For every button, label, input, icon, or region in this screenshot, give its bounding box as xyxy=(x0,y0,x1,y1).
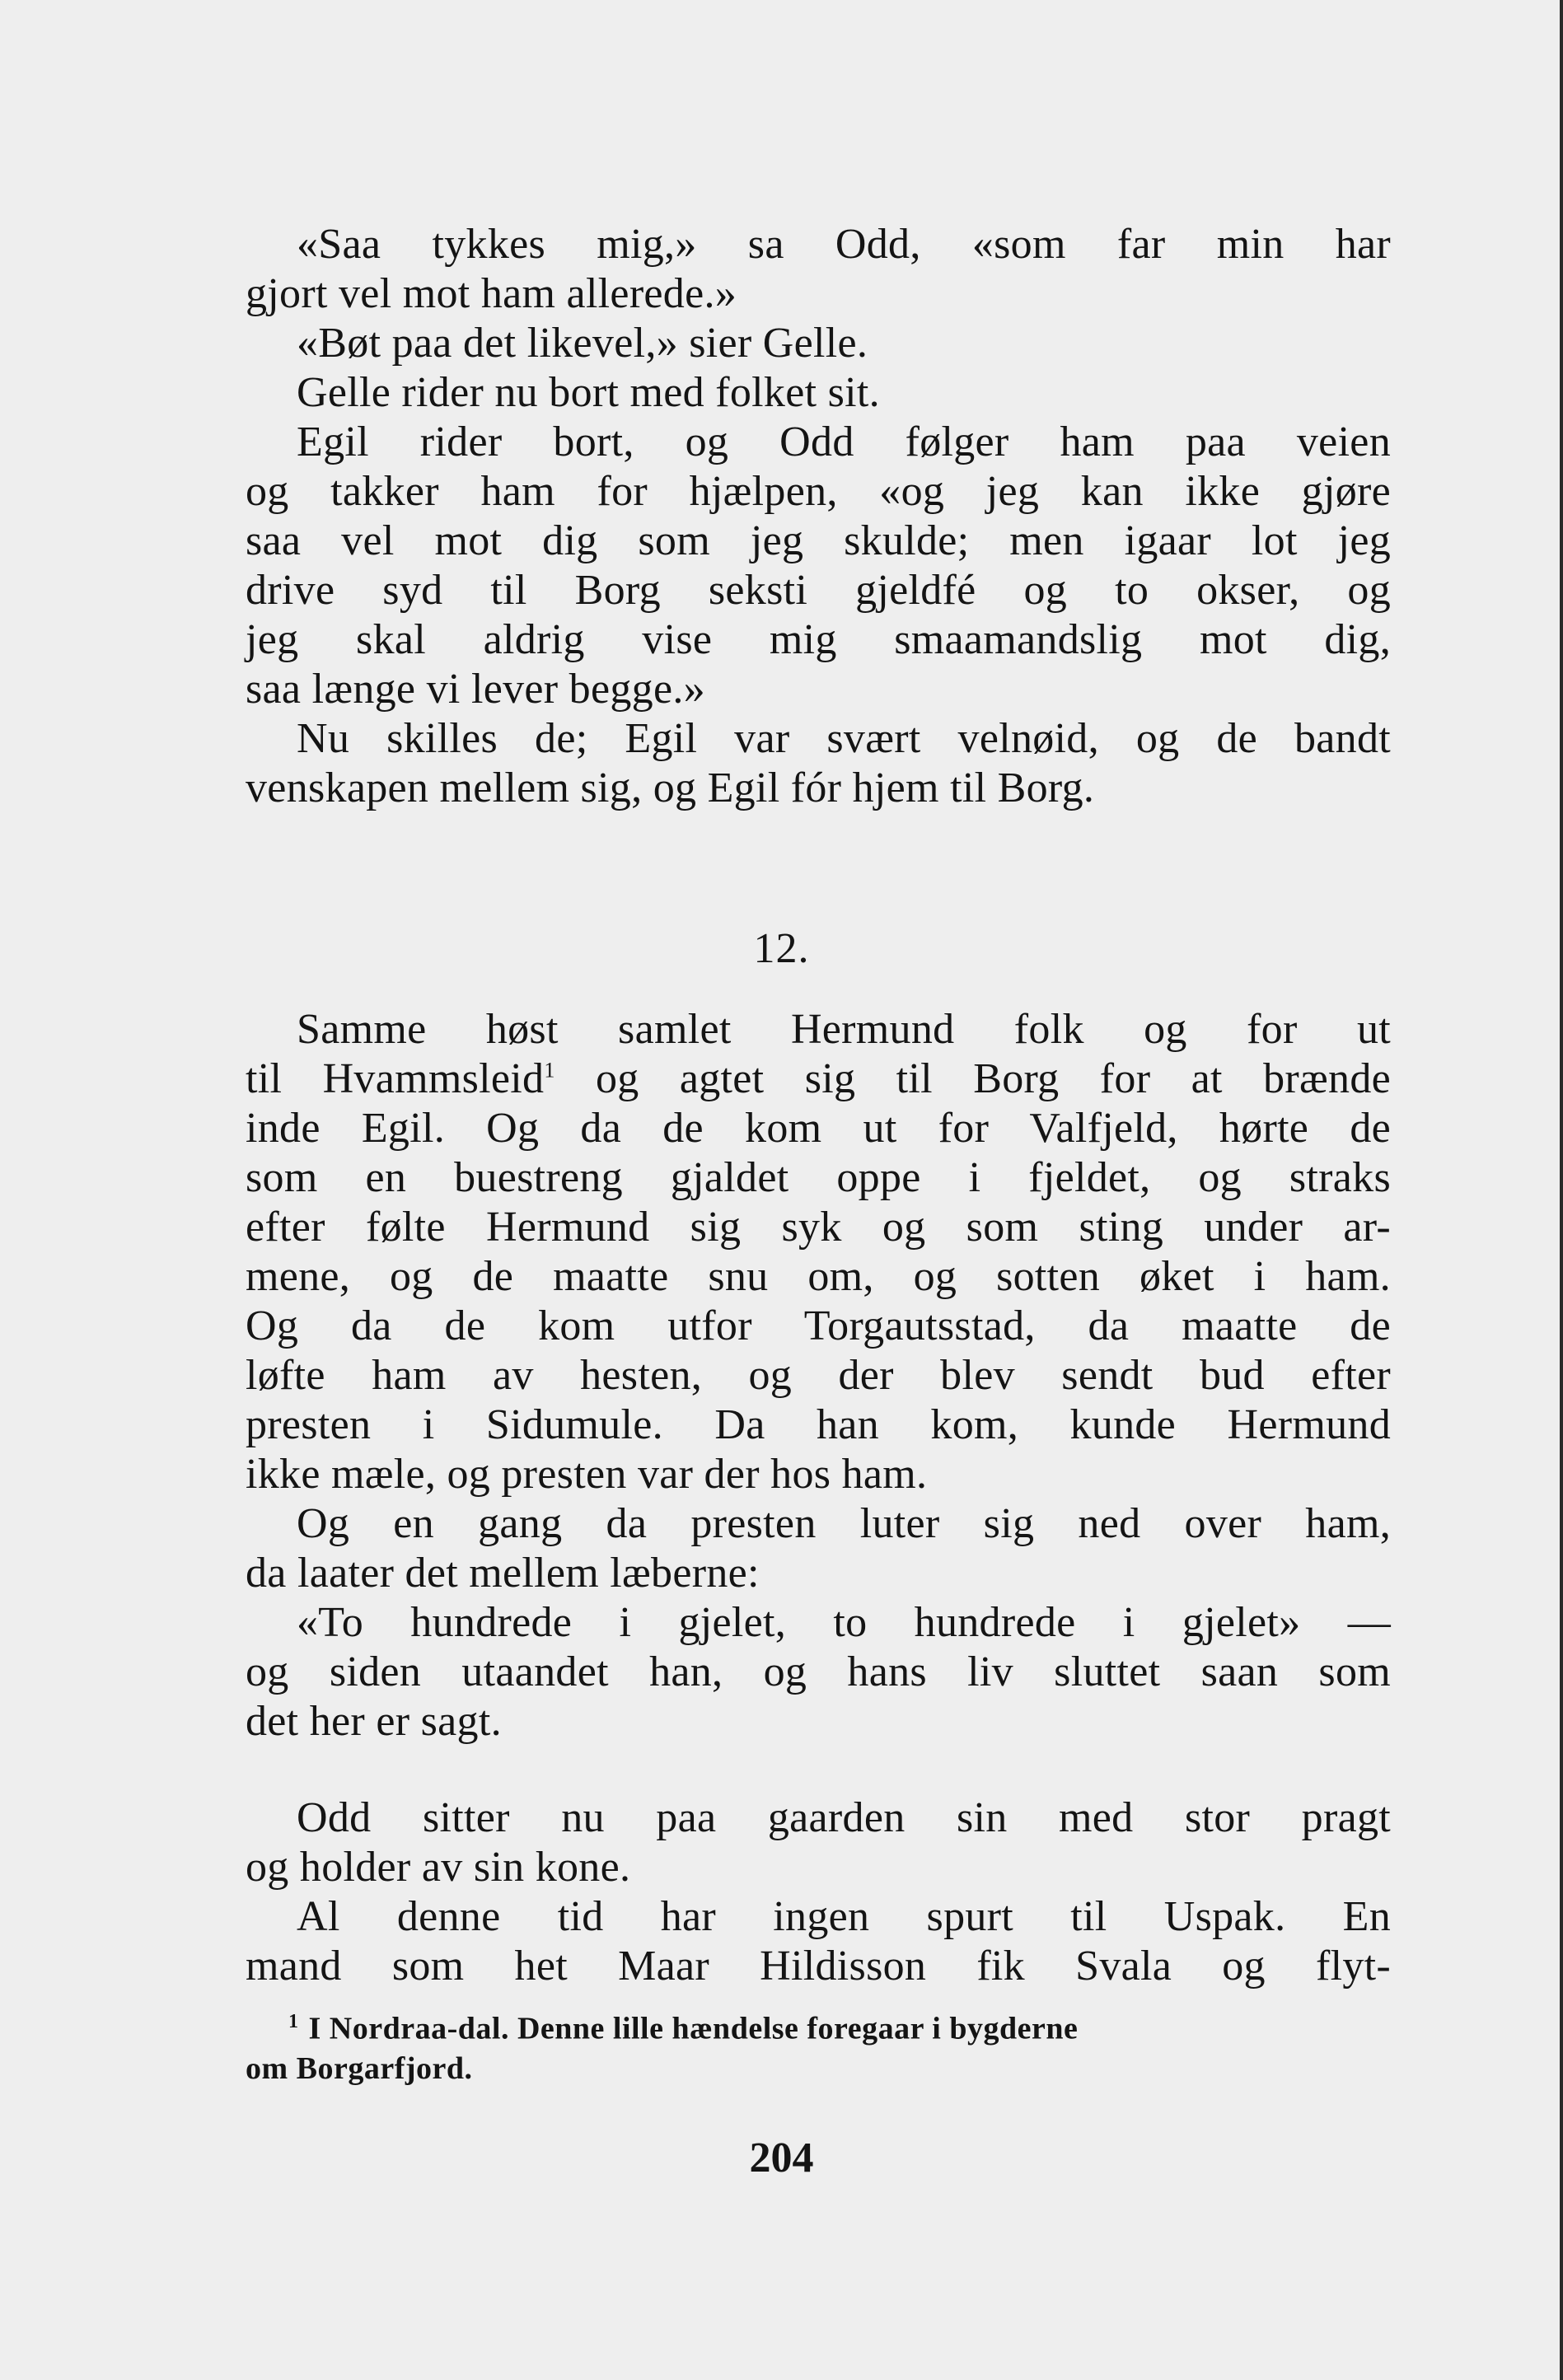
text-fragment: og agtet sig til Borg for at brænde xyxy=(555,1055,1391,1102)
text-line: efter følte Hermund sig syk og som sting under ar- xyxy=(246,1204,1391,1251)
chapter-number: 12. xyxy=(753,925,810,972)
paragraph xyxy=(246,368,1391,418)
text-line: Og en gang da presten luter sig ned over ham, xyxy=(297,1500,1391,1547)
text-line: som en buestreng gjaldet oppe i fjeldet, og straks xyxy=(246,1154,1391,1201)
paragraph xyxy=(246,1892,1391,1991)
footnote xyxy=(246,2002,1391,2088)
text-line: venskapen mellem sig, og Egil fór hjem til Borg. xyxy=(246,764,1095,811)
footnote-text: I Nordraa-dal. Denne lille hændelse foregaar i bygderne xyxy=(308,2011,1079,2046)
paragraph xyxy=(246,418,1391,714)
text-line: Egil rider bort, og Odd følger ham paa veien xyxy=(297,418,1391,465)
footnote-line xyxy=(246,2002,1391,2049)
text-line: gjort vel mot ham allerede.» xyxy=(246,270,737,317)
text-line: løfte ham av hesten, og der blev sendt bud efter xyxy=(246,1352,1391,1399)
paragraph xyxy=(246,1793,1391,1892)
footnote-reference: 1 xyxy=(544,1058,555,1082)
footnote-mark: 1 xyxy=(288,2011,299,2032)
text-line: Al denne tid har ingen spurt til Uspak. En xyxy=(297,1893,1391,1940)
text-block-chapter-12 xyxy=(246,1005,1391,1746)
text-line: og takker ham for hjælpen, «og jeg kan ikke gjøre xyxy=(246,468,1391,515)
text-line: og holder av sin kone. xyxy=(246,1844,631,1891)
text-line: Og da de kom utfor Torgautsstad, da maatte de xyxy=(246,1302,1391,1349)
text-fragment: til Hvammsleid xyxy=(246,1055,545,1102)
text-line: ikke mæle, og presten var der hos ham. xyxy=(246,1451,928,1498)
footnote-line: om Borgarfjord. xyxy=(246,2050,473,2086)
text-line: Nu skilles de; Egil var svært velnøid, og de bandt xyxy=(297,715,1391,762)
text-line: da laater det mellem læberne: xyxy=(246,1550,760,1597)
text-line: presten i Sidumule. Da han kom, kunde Hermund xyxy=(246,1401,1391,1448)
text-line: mand som het Maar Hildisson fik Svala og flyt- xyxy=(246,1943,1391,1990)
text-line-with-footnote xyxy=(246,1054,1391,1104)
text-line: saa længe vi lever begge.» xyxy=(246,666,705,713)
text-line: «Saa tykkes mig,» sa Odd, «som far min har xyxy=(297,221,1391,268)
text-line: Gelle rider nu bort med folket sit. xyxy=(297,369,880,416)
text-block-dialogue xyxy=(246,220,1391,813)
paragraph xyxy=(246,714,1391,813)
page-number: 204 xyxy=(749,2135,814,2181)
text-line: mene, og de maatte snu om, og sotten øket i ham. xyxy=(246,1253,1391,1300)
text-line: Odd sitter nu paa gaarden sin med stor pragt xyxy=(297,1794,1391,1841)
text-line: jeg skal aldrig vise mig smaamandslig mot dig, xyxy=(246,616,1391,663)
text-line: «To hundrede i gjelet, to hundrede i gjelet» — xyxy=(297,1599,1391,1646)
text-line: det her er sagt. xyxy=(246,1698,502,1745)
text-line: saa vel mot dig som jeg skulde; men igaar lot jeg xyxy=(246,517,1391,564)
paragraph xyxy=(246,319,1391,368)
text-line: drive syd til Borg seksti gjeldfé og to okser, og xyxy=(246,567,1391,614)
paragraph xyxy=(246,220,1391,319)
text-line: og siden utaandet han, og hans liv sluttet saan som xyxy=(246,1648,1391,1695)
text-line: «Bøt paa det likevel,» sier Gelle. xyxy=(297,320,868,367)
text-block-odd-uspak xyxy=(246,1793,1391,1991)
paragraph xyxy=(246,1499,1391,1598)
text-line: Samme høst samlet Hermund folk og for ut xyxy=(297,1006,1391,1053)
paragraph xyxy=(246,1598,1391,1746)
paragraph xyxy=(246,1005,1391,1499)
text-line: inde Egil. Og da de kom ut for Valfjeld, hørte de xyxy=(246,1105,1391,1152)
